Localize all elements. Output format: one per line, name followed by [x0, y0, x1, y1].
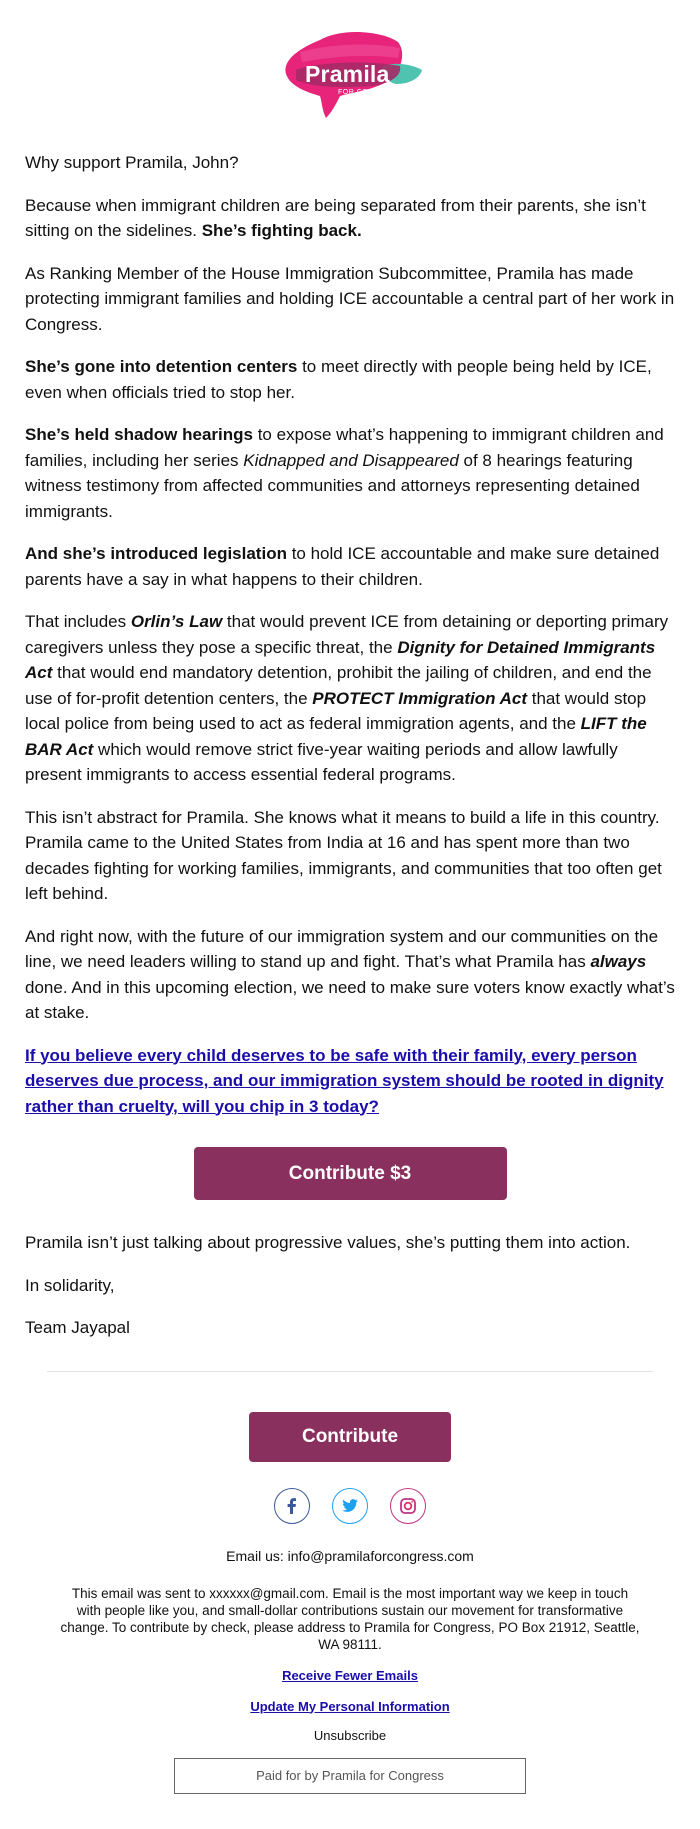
bill-lift-bar-act: LIFT the BAR Act [25, 714, 647, 759]
signature: Team Jayapal [25, 1318, 130, 1337]
p8-text-a: And right now, with the future of our immigration system and our communities on the line, we need leaders willing to stand up and fight. That’s what Pramila has [25, 926, 659, 971]
paragraph-5 [25, 541, 675, 592]
p4-text: to expose what’s happening to immigrant children and families, including her series [25, 425, 664, 470]
cta-donate-link[interactable]: If you believe every child deserves to be safe with their family, every person deserves due process, and our immigration system should be rooted in dignity rather than cruelty, will you chip in 3 today? [25, 1045, 664, 1116]
facebook-icon[interactable] [274, 1488, 310, 1524]
paragraph-9: Pramila isn’t just talking about progressive values, she’s putting them into action. [25, 1233, 631, 1252]
bill-protect-act: PROTECT Immigration Act [312, 688, 527, 708]
closing: In solidarity, [25, 1275, 115, 1295]
p8-always: always [590, 952, 647, 971]
p3-bold: She’s gone into detention centers [25, 357, 298, 376]
paragraph-8 [25, 924, 675, 1026]
social-links [0, 1488, 700, 1526]
contribute-3-button[interactable]: Contribute $3 [194, 1147, 507, 1200]
p5-bold: And she’s introduced legislation [25, 544, 287, 563]
p6-text-e: that would end mandatory detention, prohibit the jailing of children, and end the use of for-profit detention centers, the [25, 663, 652, 708]
footer [0, 1372, 700, 1794]
paragraph-7: This isn’t abstract for Pramila. She knows what it means to build a life in this country. Pramila came to the United States from India at 16 and has spent more than two decades fighting for working families, immigrants, and communities that too often get left behind. [25, 807, 662, 903]
email-body [0, 150, 700, 1341]
contribute-3-row [25, 1147, 675, 1200]
paid-for-disclaimer: Paid for by Pramila for Congress [174, 1758, 526, 1794]
update-info-link[interactable]: Update My Personal Information [250, 1698, 450, 1714]
paragraph-2: As Ranking Member of the House Immigration Subcommittee, Pramila has made protecting immigrant families and holding ICE accountable a central part of her work in Congress. [25, 263, 675, 334]
p8-text-c: done. And in this upcoming election, we need to make sure voters know exactly what’s at stake. [25, 977, 675, 1022]
p4-series-title: Kidnapped and Disappeared [243, 450, 459, 470]
p1-bold: She’s fighting back. [201, 221, 362, 240]
instagram-icon[interactable] [390, 1488, 426, 1524]
paragraph-4 [25, 422, 675, 524]
receive-fewer-emails-link[interactable]: Receive Fewer Emails [282, 1667, 418, 1683]
p6-text-c: that would prevent ICE from detaining or deporting primary caregivers unless they pose a specific threat, the [25, 612, 669, 657]
p1-text: Because when immigrant children are being separated from their parents, she isn’t sitting on the sidelines. [25, 195, 646, 240]
p6-text-g: that would stop local police from being used to act as federal immigration agents, and the [25, 688, 647, 733]
p3-text: to meet directly with people being held by ICE, even when officials tried to stop her. [25, 357, 652, 402]
p4-text-2: of 8 hearings featuring witness testimony from affected communities and attorneys representing detained immigrants. [25, 450, 640, 521]
p6-text-i: which would remove strict five-year waiting periods and allow lawfully present immigrants to access essential federal programs. [25, 739, 618, 784]
contribute-button[interactable]: Contribute [249, 1412, 451, 1462]
greeting: Why support Pramila, John? [25, 153, 239, 172]
p5-text: to hold ICE accountable and make sure detained parents have a say in what happens to their children. [25, 544, 660, 589]
header [0, 0, 700, 150]
p6-text-a: That includes [25, 612, 131, 631]
logo-subtitle: FOR CONGRESS [338, 89, 401, 96]
bill-orlins-law: Orlin’s Law [130, 612, 223, 631]
email-us: Email us: info@pramilaforcongress.com [226, 1547, 474, 1564]
fine-print: This email was sent to xxxxxx@gmail.com. Email is the most important way we keep in touch with people like you, and small-dollar contributions sustain our movement for transformative change. To contribute by check, please address to Pramila for Congress, PO Box 21912, Seattle, WA 98111. [60, 1585, 640, 1652]
p4-bold: She’s held shadow hearings [25, 425, 253, 444]
bill-dignity-act: Dignity for Detained Immigrants Act [25, 637, 656, 682]
twitter-icon[interactable] [332, 1488, 368, 1524]
unsubscribe-link[interactable]: Unsubscribe [313, 1727, 387, 1743]
paragraph-6 [25, 609, 675, 788]
paragraph-3 [25, 354, 675, 405]
logo-name: Pramila [305, 61, 390, 87]
cta-paragraph [25, 1043, 675, 1120]
paragraph-1 [25, 193, 675, 244]
